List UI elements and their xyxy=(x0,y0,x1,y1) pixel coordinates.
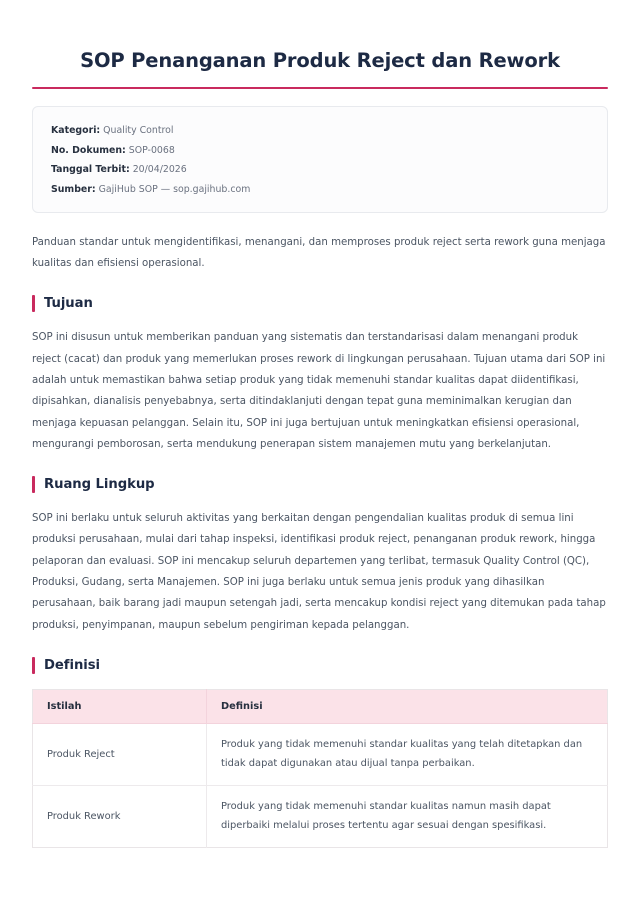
meta-row-tanggal-terbit xyxy=(51,160,589,180)
section-heading-ruang-lingkup: Ruang Lingkup xyxy=(44,477,155,493)
section-body-tujuan: SOP ini disusun untuk memberikan panduan yang sistematis dan terstandarisasi dalam menangani produk reject (cacat) dan produk yang memerlukan proses rework di lingkungan perusahaan. Tujuan utama dari SOP ini adalah untuk memastikan bahwa setiap produk yang tidak memenuhi standar kualitas dapat diidentifikasi, dipisahkan, dianalisis penyebabnya, serta ditindaklanjuti dengan tepat guna meminimalkan kerugian dan menjaga kepuasan pelanggan. Selain itu, SOP ini juga bertujuan untuk meningkatkan efisiensi operasional, mengurangi pemborosan, serta mendukung penerapan sistem manajemen mutu yang berkelanjutan. xyxy=(32,332,606,450)
column-header-istilah: Istilah xyxy=(33,689,207,723)
meta-value-kategori: Quality Control xyxy=(103,125,174,137)
document-summary: Panduan standar untuk mengidentifikasi, menangani, dan memproses produk reject serta rework guna menjaga kualitas dan efisiensi operasional. xyxy=(32,237,606,270)
accent-bar-icon xyxy=(32,657,35,674)
meta-row-sumber xyxy=(51,180,589,200)
meta-row-kategori xyxy=(51,121,589,141)
title-divider xyxy=(32,87,608,89)
section-header-ruang-lingkup xyxy=(32,476,608,495)
section-header-definisi xyxy=(32,657,608,676)
cell-definisi: Produk yang tidak memenuhi standar kualitas namun masih dapat diperbaiki melalui proses tertentu agar sesuai dengan spesifikasi. xyxy=(221,800,551,832)
meta-value-sumber: GajiHub SOP — sop.gajihub.com xyxy=(98,183,251,195)
definisi-table-head xyxy=(33,689,608,723)
table-row xyxy=(33,723,608,785)
cell-definisi: Produk yang tidak memenuhi standar kualitas yang telah ditetapkan dan tidak dapat digunakan atau dijual tanpa perbaikan. xyxy=(207,723,608,785)
meta-row-no-dokumen xyxy=(51,141,589,161)
cell-istilah: Produk Reject xyxy=(33,723,207,785)
section-definisi xyxy=(32,636,608,848)
meta-label-kategori: Kategori: xyxy=(51,125,101,137)
section-body-ruang-lingkup: SOP ini berlaku untuk seluruh aktivitas yang berkaitan dengan pengendalian kualitas produk di semua lini produksi perusahaan, mulai dari tahap inspeksi, identifikasi produk reject, penanganan produk rework, hingga pelaporan dan evaluasi. SOP ini mencakup seluruh departemen yang terlibat, termasuk Quality Control (QC), Produksi, Gudang, serta Manajemen. SOP ini juga berlaku untuk semua jenis produk yang dihasilkan perusahaan, baik barang jadi maupun setengah jadi, serta mencakup kondisi reject yang ditemukan pada tahap produksi, penyimpanan, maupun sebelum pengiriman kepada pelanggan. xyxy=(32,513,606,631)
document-metadata-card xyxy=(32,106,608,213)
accent-bar-icon xyxy=(32,476,35,493)
page-title: SOP Penanganan Produk Reject dan Rework xyxy=(80,49,560,72)
meta-label-sumber: Sumber: xyxy=(51,183,96,195)
meta-value-tanggal-terbit: 20/04/2026 xyxy=(132,164,187,176)
section-ruang-lingkup xyxy=(32,455,608,636)
definisi-table xyxy=(32,689,608,848)
section-heading-definisi: Definisi xyxy=(44,657,101,673)
table-row xyxy=(33,785,608,847)
meta-value-no-dokumen: SOP-0068 xyxy=(128,144,175,156)
cell-istilah: Produk Rework xyxy=(33,785,207,847)
column-header-definisi: Definisi xyxy=(207,689,608,723)
meta-label-tanggal-terbit: Tanggal Terbit: xyxy=(51,164,130,176)
definisi-table-body xyxy=(33,723,608,847)
section-header-tujuan xyxy=(32,295,608,314)
accent-bar-icon xyxy=(32,295,35,312)
section-tujuan xyxy=(32,274,608,455)
meta-label-no-dokumen: No. Dokumen: xyxy=(51,144,126,156)
section-heading-tujuan: Tujuan xyxy=(44,296,93,312)
table-header-row xyxy=(33,689,608,723)
